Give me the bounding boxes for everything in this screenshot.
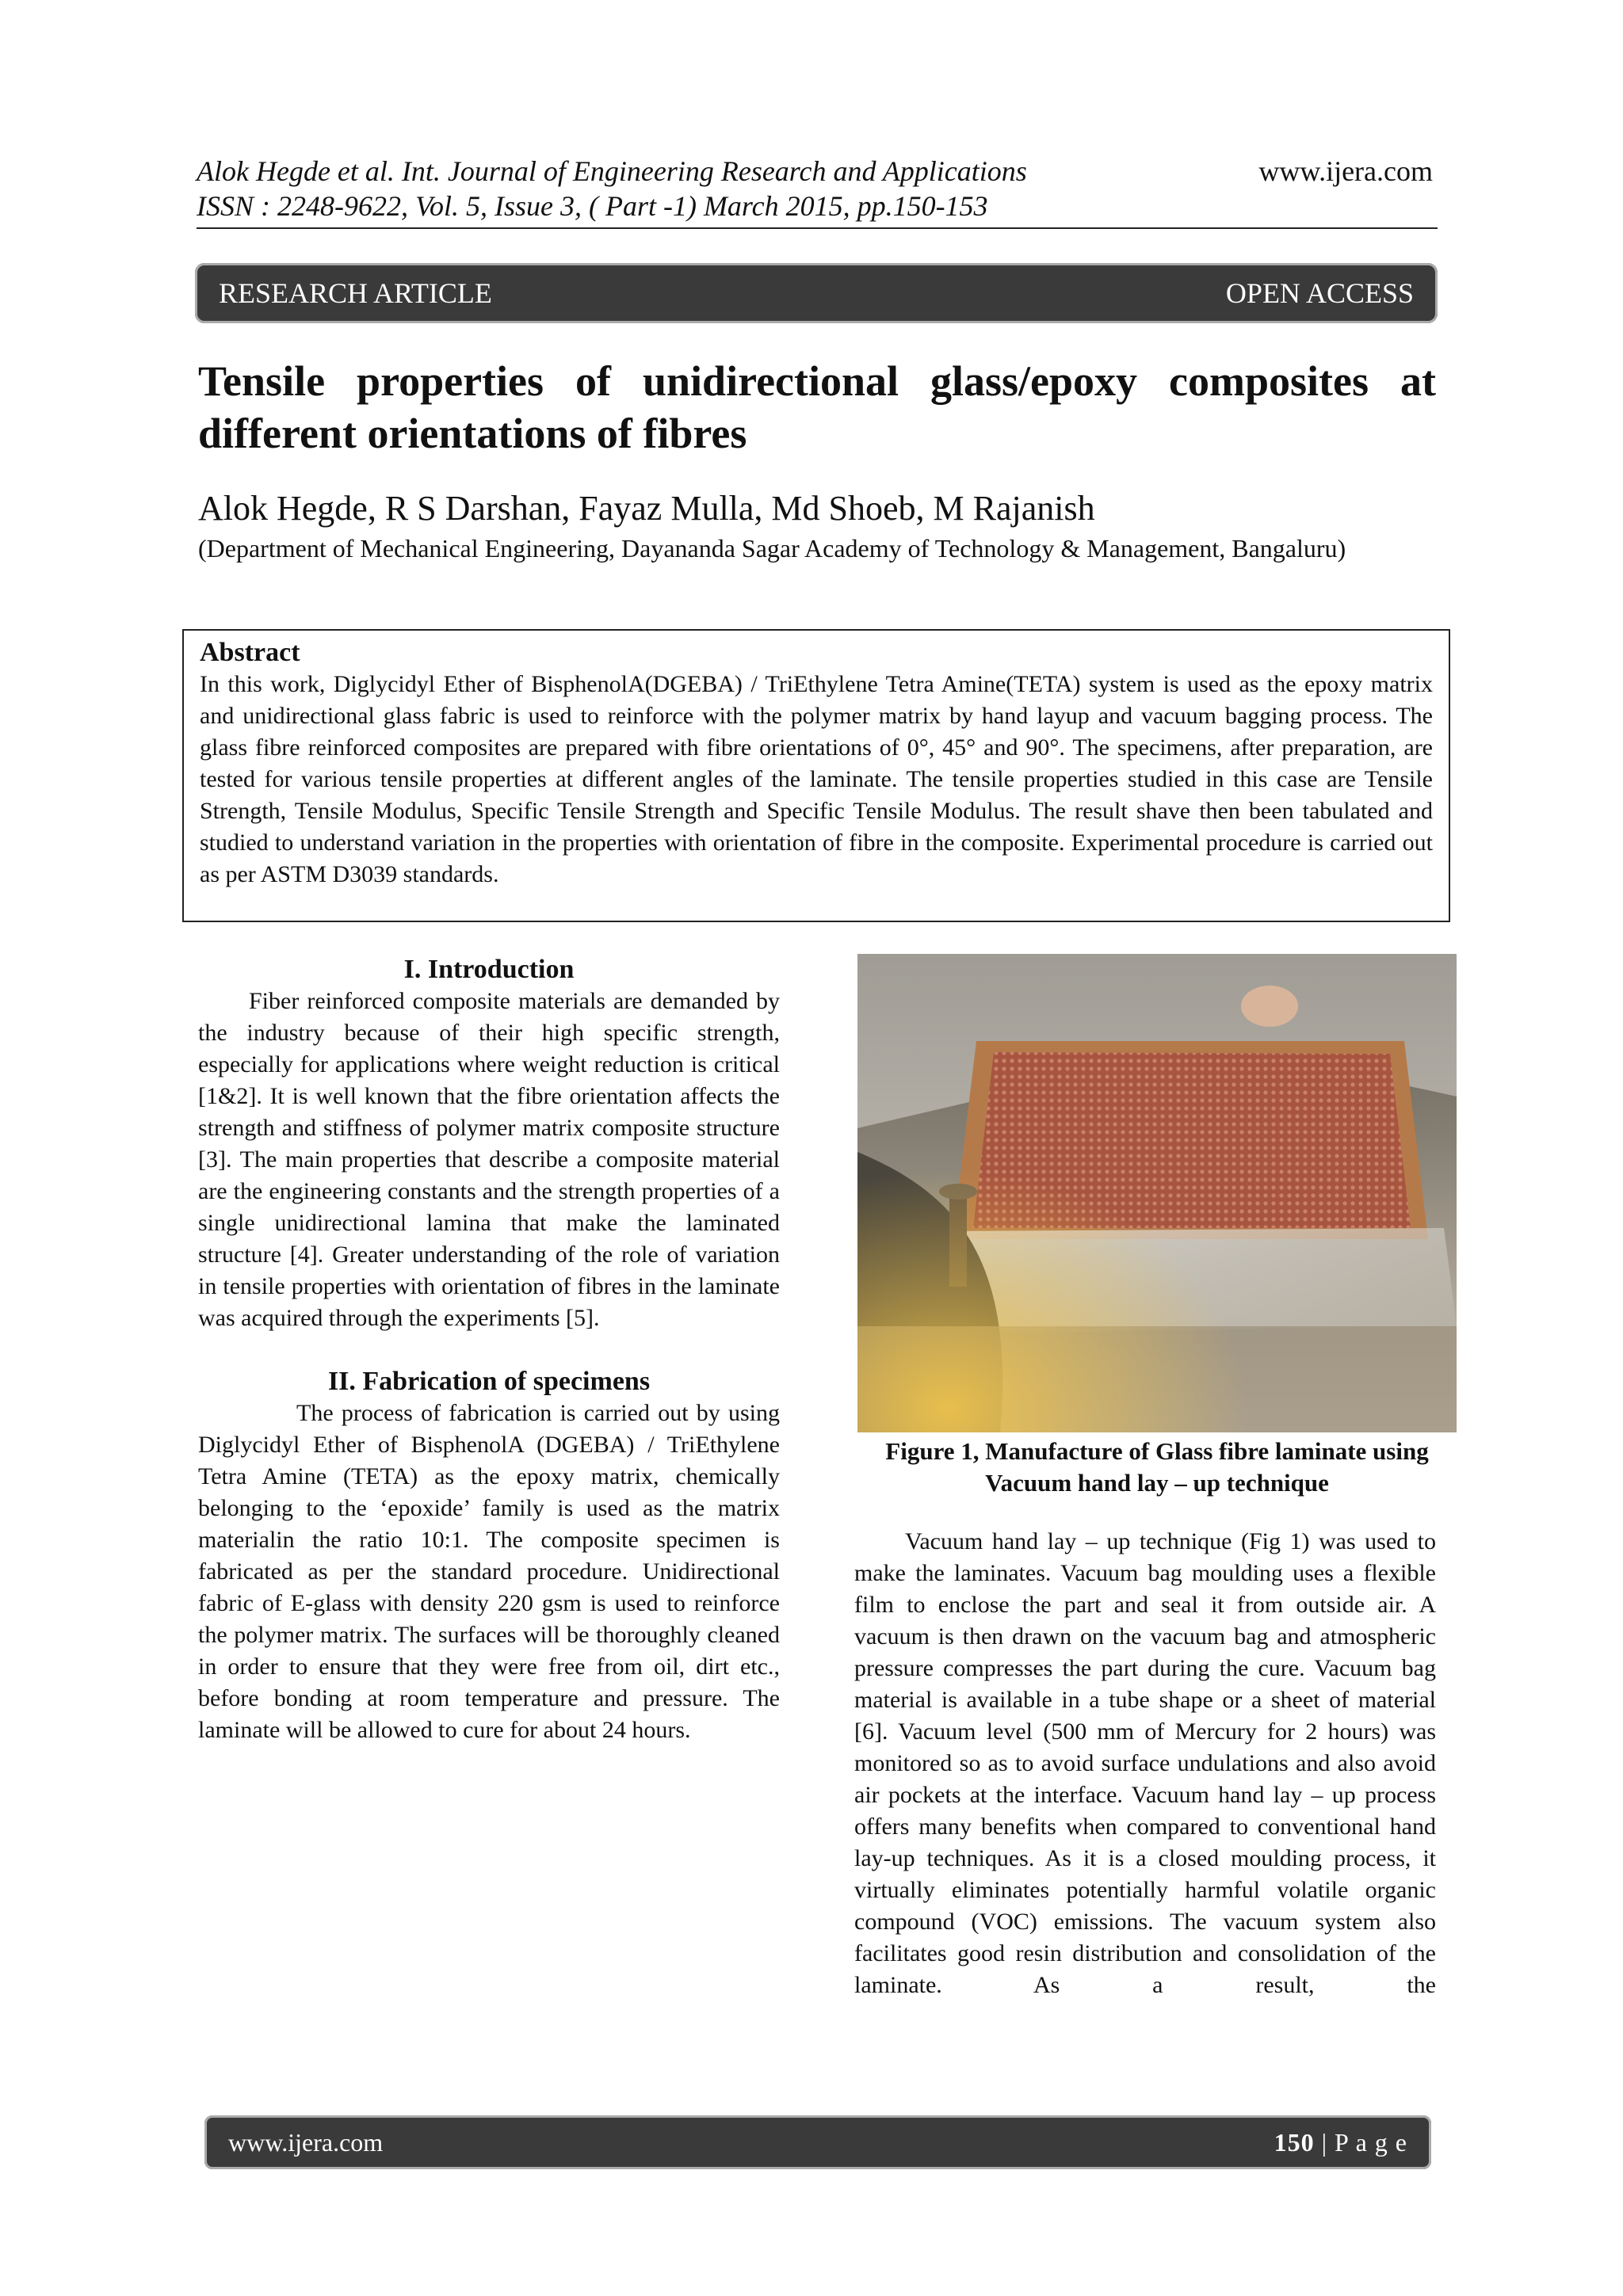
author-list: Alok Hegde, R S Darshan, Fayaz Mulla, Md Shoeb, M Rajanish xyxy=(198,489,1095,528)
section-spacer xyxy=(198,1334,780,1366)
issn-line: ISSN : 2248-9622, Vol. 5, Issue 3, ( Part -1) March 2015, pp.150-153 xyxy=(197,190,988,222)
abstract-box xyxy=(182,629,1450,922)
footer-website[interactable]: www.ijera.com xyxy=(228,2127,384,2157)
abstract-text: In this work, Diglycidyl Ether of BisphenolA(DGEBA) / TriEthylene Tetra Amine(TETA) system is used as the epoxy matrix and unidirectional glass fabric is used to reinforce with the polymer matrix by hand layup and vacuum bagging process. The glass fibre reinforced composites are prepared with fibre orientations of 0°, 45° and 90°. The specimens, after preparation, are tested for various tensile properties at different angles of the laminate. The tensile properties studied in this case are Tensile Strength, Tensile Modulus, Specific Tensile Strength and Specific Tensile Modulus. The result shave then been tabulated and studied to understand variation in the properties with orientation of fibre in the composite. Experimental procedure is carried out as per ASTM D3039 standards. xyxy=(200,671,1433,887)
introduction-heading: I. Introduction xyxy=(403,955,575,984)
access-label: OPEN ACCESS xyxy=(1225,277,1414,309)
introduction-text: Fiber reinforced composite materials are demanded by the industry because of their high specific strength, especially for applications where weight reduction is critical [1&2]. It is well known that the fibre orientation affects the strength and stiffness of polymer matrix composite structure [3]. The main properties that describe a composite material are the engineering constants and the strength properties of a single unidirectional lamina that make the laminated structure [4]. Greater understanding of the role of variation in tensile properties with orientation of fibres in the laminate was acquired through the experiments [5]. xyxy=(198,988,780,1331)
figure-1-caption: Figure 1, Manufacture of Glass fibre laminate using Vacuum hand lay – up technique xyxy=(885,1437,1429,1497)
header-divider xyxy=(197,227,1438,229)
figure-1-photo xyxy=(857,954,1457,1432)
right-column xyxy=(854,1526,1436,2001)
left-column xyxy=(198,954,780,1746)
page-footer xyxy=(204,2115,1431,2169)
article-type-banner xyxy=(195,263,1438,323)
vacuum-layup-illustration xyxy=(857,954,1457,1432)
article-type-label: RESEARCH ARTICLE xyxy=(219,277,492,309)
vacuum-layup-text: Vacuum hand lay – up technique (Fig 1) was used to make the laminates. Vacuum bag moulding uses a flexible film to enclose the part and seal it from outside air. A vacuum is then drawn on the vacuum bag and atmospheric pressure compresses the part during the cure. Vacuum bag material is available in a tube shape or a sheet of material [6]. Vacuum level (500 mm of Mercury for 2 hours) was monitored so as to avoid surface undulations and also avoid air pockets at the interface. Vacuum hand lay – up process offers many benefits when compared to conventional hand lay-up techniques. As it is a closed moulding process, it virtually eliminates potentially harmful volatile organic compound (VOC) emissions. The vacuum system also facilitates good resin distribution and consolidation of the laminate. As a result, the xyxy=(854,1528,1436,1998)
page-label: | P a g e xyxy=(1314,2127,1407,2157)
affiliation: (Department of Mechanical Engineering, Dayananda Sagar Academy of Technology & Management, Bangaluru) xyxy=(198,534,1346,563)
fabrication-text: The process of fabrication is carried out by using Diglycidyl Ether of BisphenolA (DGEBA) / TriEthylene Tetra Amine (TETA) as the epoxy matrix, chemically belonging to the ‘epoxide’ family is used as the matrix materialin the ratio 10:1. The composite specimen is fabricated as per the standard procedure. Unidirectional fabric of E-glass with density 220 gsm is used to reinforce the polymer matrix. The surfaces will be thoroughly cleaned in order to ensure that they were free from oil, dirt etc., before bonding at room temperature and pressure. The laminate will be allowed to cure for about 24 hours. xyxy=(198,1400,780,1743)
journal-citation: Alok Hegde et al. Int. Journal of Engineering Research and Applications xyxy=(197,155,1027,187)
fabrication-heading: II. Fabrication of specimens xyxy=(327,1367,651,1396)
journal-website[interactable]: www.ijera.com xyxy=(1258,155,1433,187)
page-indicator xyxy=(1274,2128,1407,2157)
abstract-heading: Abstract xyxy=(200,638,300,667)
paper-title: Tensile properties of unidirectional glass/epoxy composites at different orientations of fibres xyxy=(198,357,1436,457)
page-number: 150 xyxy=(1274,2127,1315,2157)
running-header xyxy=(197,154,1433,223)
